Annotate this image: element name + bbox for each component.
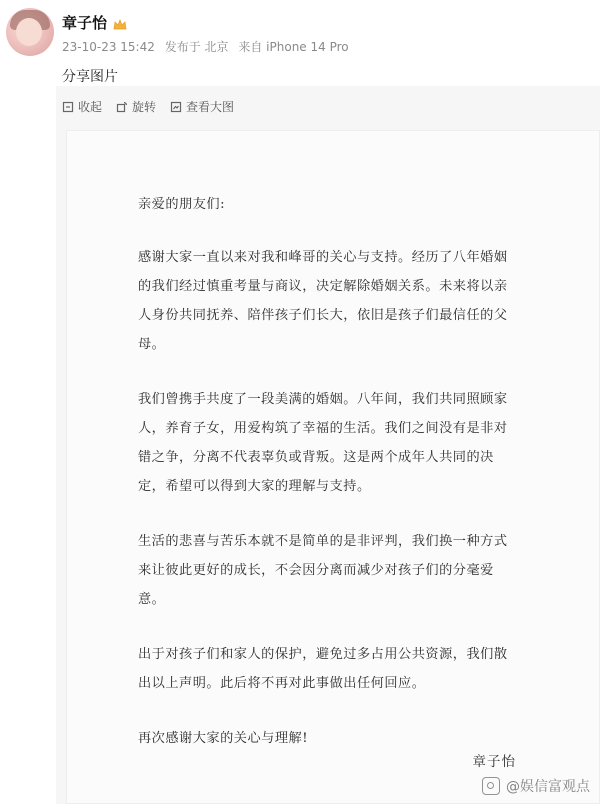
- device-source: 来自 iPhone 14 Pro: [238, 40, 349, 54]
- camera-watermark-icon: [482, 777, 500, 795]
- paragraph-4: 出于对孩子们和家人的保护，避免过多占用公共资源，我们散出以上声明。此后将不再对此事做出任何回应。: [138, 647, 508, 691]
- collapse-label: 收起: [78, 100, 103, 114]
- paragraph-5: 再次感谢大家的关心与理解!: [138, 731, 309, 746]
- view-large-button[interactable]: [170, 98, 234, 115]
- statement-text: [138, 190, 518, 779]
- avatar-face: [16, 18, 42, 46]
- avatar[interactable]: [6, 8, 54, 56]
- watermark-text: @娱信富观点: [506, 779, 590, 795]
- collapse-button[interactable]: [62, 98, 102, 115]
- paragraph-1: 感谢大家一直以来对我和峰哥的关心与支持。经历了八年婚姻的我们经过慎重考量与商议，决定解除婚姻关系。未来将以亲人身份共同抚养、陪伴孩子们长大，依旧是孩子们最信任的父母。: [138, 250, 508, 352]
- image-actions: [62, 98, 234, 115]
- greeting: 亲爱的朋友们:: [138, 197, 226, 212]
- timestamp: 23-10-23 15:42: [62, 40, 155, 54]
- paragraph-3: 生活的悲喜与苦乐本就不是简单的是非评判，我们换一种方式来让彼此更好的成长，不会因分离而减少对孩子们的分毫爱意。: [138, 534, 508, 607]
- image-card: [56, 86, 600, 804]
- rotate-label: 旋转: [132, 100, 157, 114]
- paragraph-2: 我们曾携手共度了一段美满的婚姻。八年间，我们共同照顾家人，养育子女，用爱构筑了幸福的生活。我们之间没有是非对错之争，分离不代表辜负或背叛。这是两个成年人共同的决定，希望可以得到大家的理解与支持。: [138, 392, 508, 494]
- post-text: 分享图片: [62, 69, 118, 85]
- rotate-icon: [116, 101, 128, 113]
- username[interactable]: 章子怡: [62, 14, 108, 32]
- view-large-label: 查看大图: [186, 100, 235, 114]
- publish-location: 发布于 北京: [164, 40, 229, 54]
- verified-badge-icon: [44, 52, 54, 56]
- username-row: [62, 12, 127, 33]
- watermark: [482, 776, 590, 796]
- statement-image[interactable]: [66, 130, 600, 804]
- rotate-button[interactable]: [116, 98, 156, 115]
- post-meta: [62, 38, 349, 55]
- view-large-icon: [170, 101, 182, 113]
- crown-icon: [113, 17, 127, 29]
- signature: 章子怡: [472, 754, 516, 770]
- collapse-icon: [62, 101, 74, 113]
